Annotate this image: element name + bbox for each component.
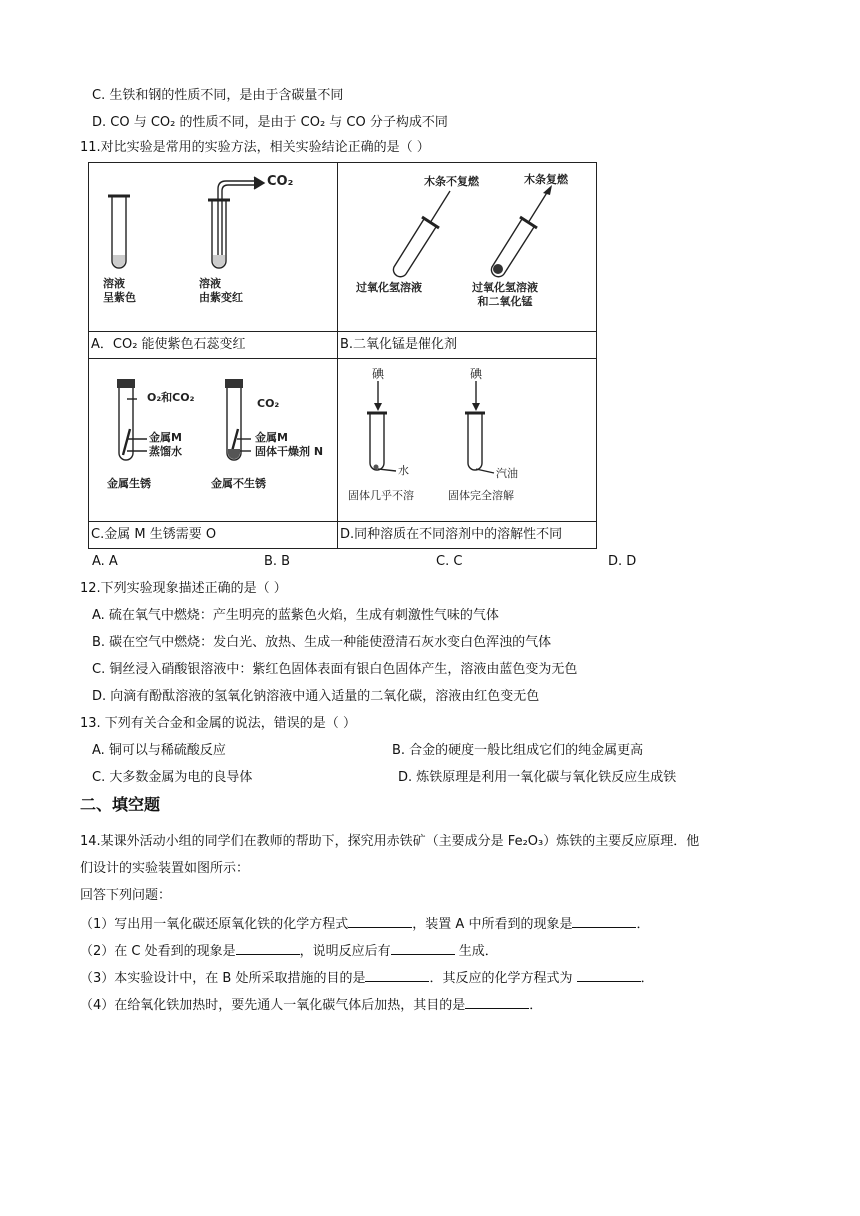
q13-option-d[interactable]: D. 炼铁原理是利用一氧化碳与氧化铁反应生成铁 (398, 770, 677, 785)
q11-option-a[interactable]: A. A (92, 554, 118, 569)
solution-purple-label: 溶液 呈紫色 (103, 277, 136, 304)
solution-red-label: 溶液 由紫变红 (199, 277, 243, 304)
splint-reignite-label: 木条复燃 (524, 173, 568, 186)
iodine-label-1: 碘 (372, 367, 385, 381)
q12-option-b[interactable]: B. 碳在空气中燃烧：发白光、放热、生成一种能使澄清石灰水变白色浑浊的气体 (92, 635, 552, 650)
metal-no-rust-label: 金属不生锈 (211, 477, 266, 490)
option-c-prev: C. 生铁和钢的性质不同，是由于含碳量不同 (92, 88, 344, 103)
q14-item-2-blank-1[interactable] (236, 940, 300, 955)
experiment-cell-d (338, 359, 597, 549)
petrol-label: 汽油 (496, 467, 518, 480)
question-11-options (92, 552, 742, 572)
metal-m-label-2: 金属M (255, 431, 288, 444)
option-d-prev: D. CO 与 CO₂ 的性质不同，是由于 CO₂ 与 CO 分子构成不同 (92, 115, 448, 130)
q14-item-2-text-a: （2）在 C 处看到的现象是 (80, 944, 236, 959)
q14-item-4 (80, 994, 542, 1016)
water-label: 水 (398, 464, 409, 477)
q14-item-3 (80, 967, 654, 989)
q11-option-c[interactable]: C. C (436, 554, 463, 569)
q14-item-4-blank-1[interactable] (465, 994, 529, 1009)
q14-item-1-text-b: ，装置 A 中所看到的现象是 (412, 917, 573, 932)
q12-option-c[interactable]: C. 铜丝浸入硝酸银溶液中：紫红色固体表面有银白色固体产生，溶液由蓝色变为无色 (92, 662, 578, 677)
experiment-d-caption: D.同种溶质在不同溶剂中的溶解性不同 (338, 521, 596, 548)
experiment-table (88, 162, 597, 549)
co2-label: CO₂ (267, 174, 294, 189)
q14-item-1-text-c: ． (636, 917, 650, 932)
q14-item-1 (80, 913, 649, 935)
q14-item-3-text-a: （3）本实验设计中，在 B 处所采取措施的目的是 (80, 971, 366, 986)
q14-item-3-blank-2[interactable] (577, 967, 641, 982)
peroxide-mno2-label: 过氧化氢溶液 和二氧化锰 (472, 281, 538, 308)
splint-no-reignite-label: 木条不复燃 (424, 175, 479, 188)
q14-item-2-text-c: 生成． (454, 944, 498, 959)
question-14-stem-line2: 们设计的实验装置如图所示： (80, 861, 250, 876)
q12-option-d[interactable]: D. 向滴有酚酞溶液的氢氧化钠溶液中通入适量的二氧化碳，溶液由红色变无色 (92, 689, 540, 704)
experiment-c-figure (89, 359, 337, 521)
experiment-cell-b (338, 163, 597, 359)
q14-item-3-text-c: ． (640, 971, 654, 986)
q14-item-4-text-c: ． (529, 998, 543, 1013)
q13-option-a[interactable]: A. 铜可以与稀硫酸反应 (92, 743, 226, 758)
q14-item-2 (80, 940, 498, 962)
experiment-cell-c (89, 359, 338, 549)
q14-item-1-text-a: （1）写出用一氧化碳还原氧化铁的化学方程式 (80, 917, 349, 932)
q14-item-1-blank-2[interactable] (572, 913, 636, 928)
test-tubes-litmus-diagram (89, 163, 337, 331)
q11-option-d[interactable]: D. D (608, 554, 637, 569)
solid-desiccant-label: 固体干燥剂 N (255, 445, 324, 458)
question-14-prompt: 回答下列问题： (80, 888, 172, 903)
q12-option-a[interactable]: A. 硫在氧气中燃烧：产生明亮的蓝紫色火焰，生成有刺激性气味的气体 (92, 608, 499, 623)
q13-option-b[interactable]: B. 合金的硬度一般比组成它们的纯金属更高 (392, 743, 644, 758)
rust-tubes-diagram (89, 359, 337, 521)
experiment-b-caption: B.二氧化锰是催化剂 (338, 331, 596, 358)
q14-item-4-text-a: （4）在给氧化铁加热时，要先通人一氧化碳气体后加热，其目的是 (80, 998, 466, 1013)
experiment-a-caption: A．CO₂ 能使紫色石蕊变红 (89, 331, 337, 358)
o2-co2-label: O₂和CO₂ (147, 391, 195, 404)
q14-item-2-text-b: ，说明反应后有 (299, 944, 391, 959)
fully-dissolved-label: 固体完全溶解 (448, 489, 514, 502)
experiment-a-figure (89, 163, 337, 331)
question-12-stem: 12.下列实验现象描述正确的是（ ） (80, 581, 287, 596)
section-heading-fill-in: 二、填空题 (80, 795, 161, 814)
experiment-b-figure (338, 163, 596, 331)
question-11-stem: 11.对比实验是常用的实验方法，相关实验结论正确的是（ ） (80, 140, 430, 155)
co2-only-label: CO₂ (257, 397, 280, 410)
almost-insoluble-label: 固体几乎不溶 (348, 489, 414, 502)
question-13-stem: 13. 下列有关合金和金属的说法，错误的是（ ） (80, 716, 356, 731)
experiment-d-figure (338, 359, 596, 521)
q11-option-b[interactable]: B. B (264, 554, 291, 569)
experiment-cell-a (89, 163, 338, 359)
q14-item-2-blank-2[interactable] (391, 940, 455, 955)
q13-option-c[interactable]: C. 大多数金属为电的良导体 (92, 770, 253, 785)
hydrogen-peroxide-label: 过氧化氢溶液 (356, 281, 422, 294)
distilled-water-label: 蒸馏水 (149, 445, 182, 458)
q14-item-3-blank-1[interactable] (365, 967, 429, 982)
q14-item-3-text-b: ．其反应的化学方程式为 (429, 971, 577, 986)
iodine-label-2: 碘 (470, 367, 483, 381)
q14-item-1-blank-1[interactable] (348, 913, 412, 928)
question-14-stem-line1: 14.某课外活动小组的同学们在教师的帮助下，探究用赤铁矿（主要成分是 Fe₂O₃）炼铁的主要反应原理．他 (80, 834, 700, 849)
metal-m-label-1: 金属M (149, 431, 182, 444)
experiment-c-caption: C.金属 M 生锈需要 O (89, 521, 337, 548)
metal-rusts-label: 金属生锈 (107, 477, 151, 490)
